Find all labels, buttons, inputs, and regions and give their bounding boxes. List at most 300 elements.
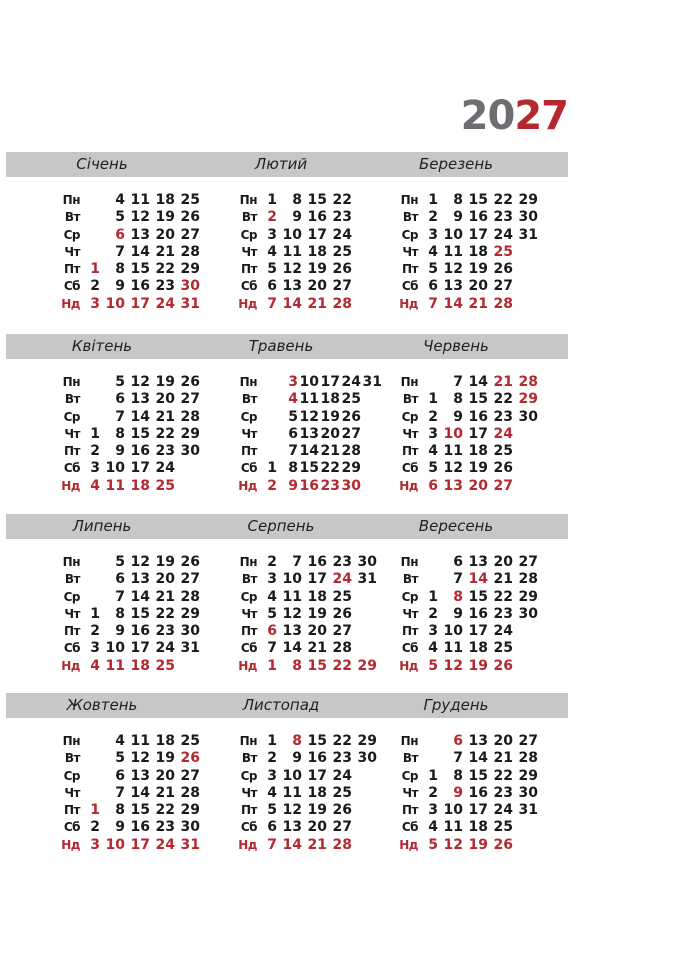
- day-cell: 21: [155, 588, 175, 605]
- day-name: Нд: [399, 296, 418, 311]
- day-cell: 19: [155, 750, 175, 767]
- day-cell: 26: [332, 261, 352, 278]
- day-cell: 6: [267, 819, 277, 836]
- day-cell: 3: [428, 623, 438, 640]
- day-cell: 6: [267, 278, 277, 295]
- day-cell: 17: [130, 836, 150, 853]
- day-cell: 29: [180, 261, 200, 278]
- day-cell: 3: [267, 571, 277, 588]
- day-name: Пн: [239, 375, 257, 389]
- day-name: Сб: [240, 641, 257, 656]
- month-header-bar: [6, 514, 568, 539]
- month-header-bar: [6, 334, 568, 359]
- day-cell: 7: [267, 295, 277, 312]
- day-name: Чт: [241, 785, 257, 800]
- day-cell: 25: [155, 477, 175, 494]
- day-cell: 31: [180, 836, 200, 853]
- week-row: [394, 554, 569, 571]
- day-name: Вт: [241, 751, 257, 766]
- day-cell: 15: [307, 657, 327, 674]
- day-cell: 26: [493, 836, 513, 853]
- day-name: Пн: [239, 555, 257, 569]
- day-cell: 22: [332, 192, 352, 208]
- week-row: [56, 244, 231, 261]
- day-cell: 16: [468, 784, 488, 801]
- day-name: Вт: [64, 392, 80, 407]
- week-row: [233, 640, 408, 657]
- day-cell: 7: [267, 640, 277, 657]
- day-cell: 12: [130, 750, 150, 767]
- day-cell: 14: [130, 588, 150, 605]
- day-cell: 1: [267, 460, 277, 477]
- year-part-2: 27: [514, 93, 568, 139]
- day-cell: 24: [493, 226, 513, 243]
- day-cell: 4: [267, 243, 277, 260]
- day-cell: 16: [468, 408, 488, 425]
- day-name: Пт: [64, 444, 80, 459]
- day-cell: 21: [493, 750, 513, 767]
- day-cell: 7: [267, 836, 277, 853]
- month-name: Жовтень: [66, 696, 138, 714]
- day-name: Сб: [240, 461, 257, 476]
- day-cell: 5: [428, 657, 438, 674]
- day-cell: 9: [115, 623, 125, 640]
- day-name: Вт: [241, 572, 257, 587]
- day-cell: 18: [320, 391, 340, 408]
- day-cell: 4: [428, 819, 438, 836]
- day-cell: 16: [299, 477, 319, 494]
- week-row: [394, 244, 569, 261]
- day-cell: 9: [453, 408, 463, 425]
- day-cell: 18: [307, 588, 327, 605]
- day-cell: 3: [90, 640, 100, 657]
- day-cell: 20: [307, 278, 327, 295]
- day-name: Чт: [402, 606, 418, 621]
- day-cell: 22: [332, 657, 352, 674]
- month-name: Листопад: [242, 696, 320, 714]
- day-name: Вт: [402, 392, 418, 407]
- day-cell: 3: [267, 226, 277, 243]
- day-cell: 17: [130, 640, 150, 657]
- day-cell: 10: [105, 460, 125, 477]
- day-cell: 26: [341, 408, 361, 425]
- day-cell: 20: [320, 425, 340, 442]
- week-row: [233, 478, 408, 495]
- day-cell: 23: [332, 554, 352, 570]
- week-row: [56, 209, 231, 226]
- day-cell: 2: [90, 443, 100, 460]
- day-cell: 20: [155, 391, 175, 408]
- day-cell: 13: [282, 623, 302, 640]
- day-cell: 14: [130, 408, 150, 425]
- day-cell: 27: [332, 623, 352, 640]
- week-row: [394, 296, 569, 313]
- week-row: [394, 261, 569, 278]
- month-block: [394, 554, 569, 675]
- week-row: [56, 640, 231, 657]
- day-cell: 16: [307, 209, 327, 226]
- day-cell: 30: [180, 443, 200, 460]
- day-cell: 10: [282, 226, 302, 243]
- week-row: [394, 426, 569, 443]
- day-name: Пн: [400, 734, 418, 748]
- week-row: [233, 391, 408, 408]
- month-name: Серпень: [247, 517, 315, 535]
- day-cell: 10: [105, 640, 125, 657]
- day-cell: 1: [90, 605, 100, 622]
- day-cell: 29: [518, 391, 538, 408]
- day-cell: 7: [115, 408, 125, 425]
- week-row: [394, 623, 569, 640]
- day-name: Сб: [63, 820, 80, 835]
- quarter-block: [6, 152, 568, 312]
- day-cell: 22: [320, 460, 340, 477]
- day-cell: 9: [115, 819, 125, 836]
- week-row: [56, 443, 231, 460]
- day-cell: 7: [453, 750, 463, 767]
- week-row: [233, 227, 408, 244]
- day-cell: 22: [155, 802, 175, 819]
- day-cell: 27: [518, 733, 538, 749]
- week-row: [394, 374, 569, 391]
- day-cell: 5: [115, 554, 125, 570]
- day-cell: 21: [320, 443, 340, 460]
- day-cell: 28: [493, 295, 513, 312]
- day-cell: 11: [130, 733, 150, 749]
- day-cell: 13: [130, 767, 150, 784]
- day-cell: 31: [362, 374, 382, 390]
- month-name: Вересень: [418, 517, 494, 535]
- day-name: Сб: [401, 461, 418, 476]
- day-cell: 13: [282, 819, 302, 836]
- day-cell: 15: [468, 588, 488, 605]
- day-cell: 7: [115, 784, 125, 801]
- day-name: Ср: [401, 409, 418, 424]
- week-row: [56, 733, 231, 750]
- day-cell: 20: [307, 623, 327, 640]
- day-cell: 20: [468, 278, 488, 295]
- week-row: [56, 227, 231, 244]
- day-cell: 13: [443, 477, 463, 494]
- day-cell: 29: [180, 425, 200, 442]
- day-cell: 15: [130, 425, 150, 442]
- day-cell: 23: [155, 623, 175, 640]
- day-name: Чт: [402, 785, 418, 800]
- day-name: Пт: [64, 803, 80, 818]
- day-cell: 12: [443, 836, 463, 853]
- day-cell: 6: [453, 733, 463, 749]
- week-row: [394, 837, 569, 854]
- day-cell: 4: [115, 733, 125, 749]
- week-row: [233, 278, 408, 295]
- day-cell: 10: [105, 836, 125, 853]
- day-cell: 27: [332, 819, 352, 836]
- day-cell: 18: [130, 477, 150, 494]
- week-row: [394, 409, 569, 426]
- day-cell: 10: [282, 767, 302, 784]
- day-cell: 18: [468, 819, 488, 836]
- day-cell: 27: [180, 226, 200, 243]
- day-cell: 24: [493, 425, 513, 442]
- day-cell: 3: [288, 374, 298, 390]
- day-cell: 14: [282, 640, 302, 657]
- day-cell: 14: [443, 295, 463, 312]
- day-cell: 30: [518, 605, 538, 622]
- day-name: Вт: [402, 572, 418, 587]
- day-cell: 5: [428, 836, 438, 853]
- day-cell: 17: [468, 226, 488, 243]
- day-cell: 2: [428, 784, 438, 801]
- day-cell: 16: [130, 278, 150, 295]
- day-cell: 7: [453, 571, 463, 588]
- day-cell: 15: [468, 767, 488, 784]
- day-cell: 20: [155, 767, 175, 784]
- day-name: Вт: [64, 751, 80, 766]
- day-name: Нд: [238, 837, 257, 852]
- day-cell: 16: [468, 605, 488, 622]
- day-cell: 22: [155, 261, 175, 278]
- day-cell: 28: [180, 588, 200, 605]
- week-row: [56, 837, 231, 854]
- week-row: [56, 606, 231, 623]
- day-cell: 19: [320, 408, 340, 425]
- day-name: Пн: [239, 734, 257, 748]
- day-cell: 23: [493, 209, 513, 226]
- day-name: Нд: [238, 658, 257, 673]
- day-cell: 26: [332, 605, 352, 622]
- day-cell: 2: [267, 209, 277, 226]
- day-name: Вт: [64, 572, 80, 587]
- day-name: Чт: [64, 426, 80, 441]
- day-cell: 17: [468, 802, 488, 819]
- day-cell: 11: [443, 243, 463, 260]
- day-cell: 18: [307, 243, 327, 260]
- day-cell: 28: [341, 443, 361, 460]
- day-name: Ср: [63, 409, 80, 424]
- day-cell: 3: [90, 836, 100, 853]
- day-name: Пт: [402, 262, 418, 277]
- day-cell: 24: [155, 836, 175, 853]
- day-cell: 4: [288, 391, 298, 408]
- quarter-block: [6, 514, 568, 674]
- day-cell: 25: [493, 443, 513, 460]
- week-row: [233, 209, 408, 226]
- day-cell: 25: [493, 640, 513, 657]
- day-cell: 29: [518, 767, 538, 784]
- day-cell: 17: [307, 226, 327, 243]
- day-cell: 9: [292, 209, 302, 226]
- day-name: Вт: [402, 751, 418, 766]
- week-row: [56, 261, 231, 278]
- day-name: Пт: [64, 262, 80, 277]
- day-cell: 26: [180, 554, 200, 570]
- week-row: [56, 460, 231, 477]
- day-cell: 23: [332, 209, 352, 226]
- day-cell: 30: [357, 750, 377, 767]
- day-cell: 1: [90, 802, 100, 819]
- month-block: [394, 192, 569, 313]
- week-row: [394, 391, 569, 408]
- week-row: [394, 658, 569, 675]
- day-cell: 26: [332, 802, 352, 819]
- day-cell: 2: [267, 477, 277, 494]
- day-cell: 1: [90, 425, 100, 442]
- week-row: [56, 768, 231, 785]
- day-cell: 20: [155, 226, 175, 243]
- day-cell: 19: [468, 460, 488, 477]
- day-cell: 11: [443, 819, 463, 836]
- day-name: Пн: [62, 734, 80, 748]
- month-block: [233, 374, 408, 495]
- month-name: Травень: [248, 337, 314, 355]
- day-cell: 4: [267, 784, 277, 801]
- day-cell: 22: [493, 391, 513, 408]
- day-cell: 1: [267, 192, 277, 208]
- day-cell: 2: [428, 209, 438, 226]
- day-cell: 31: [180, 295, 200, 312]
- day-name: Нд: [61, 837, 80, 852]
- day-cell: 18: [468, 640, 488, 657]
- day-cell: 24: [493, 802, 513, 819]
- day-cell: 29: [180, 802, 200, 819]
- day-cell: 8: [453, 192, 463, 208]
- day-cell: 12: [443, 657, 463, 674]
- day-cell: 3: [90, 295, 100, 312]
- week-row: [394, 640, 569, 657]
- day-cell: 19: [468, 261, 488, 278]
- day-cell: 25: [493, 819, 513, 836]
- month-name: Лютий: [254, 155, 308, 173]
- day-cell: 24: [332, 226, 352, 243]
- day-cell: 28: [180, 408, 200, 425]
- week-row: [233, 244, 408, 261]
- day-cell: 23: [155, 278, 175, 295]
- day-cell: 7: [115, 243, 125, 260]
- day-cell: 15: [130, 605, 150, 622]
- day-cell: 5: [115, 209, 125, 226]
- day-cell: 21: [155, 243, 175, 260]
- day-name: Сб: [63, 641, 80, 656]
- day-cell: 6: [115, 767, 125, 784]
- day-cell: 22: [155, 605, 175, 622]
- day-cell: 17: [130, 295, 150, 312]
- day-cell: 2: [428, 605, 438, 622]
- day-cell: 12: [443, 460, 463, 477]
- day-name: Нд: [238, 478, 257, 493]
- day-cell: 11: [282, 588, 302, 605]
- day-cell: 26: [180, 374, 200, 390]
- day-cell: 29: [180, 605, 200, 622]
- day-cell: 8: [453, 767, 463, 784]
- day-cell: 2: [267, 554, 277, 570]
- day-cell: 14: [468, 571, 488, 588]
- day-cell: 30: [180, 278, 200, 295]
- day-cell: 3: [428, 802, 438, 819]
- month-name: Січень: [76, 155, 128, 173]
- day-cell: 30: [180, 623, 200, 640]
- day-cell: 21: [493, 374, 513, 390]
- week-row: [233, 606, 408, 623]
- day-cell: 24: [155, 640, 175, 657]
- week-row: [56, 819, 231, 836]
- day-cell: 19: [155, 209, 175, 226]
- day-cell: 13: [282, 278, 302, 295]
- day-cell: 12: [130, 554, 150, 570]
- week-row: [233, 296, 408, 313]
- day-cell: 24: [341, 374, 361, 390]
- quarter-block: [6, 693, 568, 853]
- week-row: [56, 409, 231, 426]
- day-cell: 19: [155, 554, 175, 570]
- day-cell: 6: [453, 554, 463, 570]
- day-name: Чт: [241, 606, 257, 621]
- day-cell: 2: [90, 278, 100, 295]
- day-cell: 28: [518, 374, 538, 390]
- day-cell: 15: [307, 733, 327, 749]
- day-cell: 18: [130, 657, 150, 674]
- week-row: [394, 571, 569, 588]
- week-row: [56, 426, 231, 443]
- week-row: [233, 554, 408, 571]
- day-cell: 14: [130, 243, 150, 260]
- day-cell: 18: [468, 443, 488, 460]
- week-row: [233, 409, 408, 426]
- day-cell: 13: [443, 278, 463, 295]
- day-cell: 2: [90, 623, 100, 640]
- day-cell: 18: [468, 243, 488, 260]
- day-name: Чт: [241, 426, 257, 441]
- day-cell: 20: [155, 571, 175, 588]
- month-name: Березень: [418, 155, 494, 173]
- day-cell: 10: [443, 802, 463, 819]
- day-cell: 25: [155, 657, 175, 674]
- day-name: Ср: [240, 227, 257, 242]
- day-name: Нд: [61, 478, 80, 493]
- day-name: Пт: [241, 624, 257, 639]
- day-cell: 10: [282, 571, 302, 588]
- day-cell: 11: [443, 640, 463, 657]
- day-cell: 24: [493, 623, 513, 640]
- day-cell: 19: [155, 374, 175, 390]
- day-cell: 25: [180, 733, 200, 749]
- month-name: Грудень: [423, 696, 489, 714]
- day-name: Нд: [61, 296, 80, 311]
- day-name: Чт: [402, 426, 418, 441]
- day-name: Пт: [402, 444, 418, 459]
- month-block: [394, 733, 569, 854]
- day-cell: 11: [282, 243, 302, 260]
- week-row: [233, 750, 408, 767]
- month-block: [233, 733, 408, 854]
- day-cell: 12: [282, 261, 302, 278]
- week-row: [56, 192, 231, 209]
- week-row: [394, 209, 569, 226]
- week-row: [394, 589, 569, 606]
- week-row: [56, 374, 231, 391]
- day-cell: 8: [292, 657, 302, 674]
- day-cell: 17: [468, 425, 488, 442]
- day-cell: 7: [288, 443, 298, 460]
- day-cell: 25: [332, 243, 352, 260]
- day-cell: 19: [468, 657, 488, 674]
- day-cell: 27: [493, 477, 513, 494]
- day-cell: 14: [299, 443, 319, 460]
- day-cell: 5: [115, 374, 125, 390]
- day-cell: 10: [299, 374, 319, 390]
- day-name: Пн: [62, 193, 80, 207]
- week-row: [233, 658, 408, 675]
- week-row: [394, 785, 569, 802]
